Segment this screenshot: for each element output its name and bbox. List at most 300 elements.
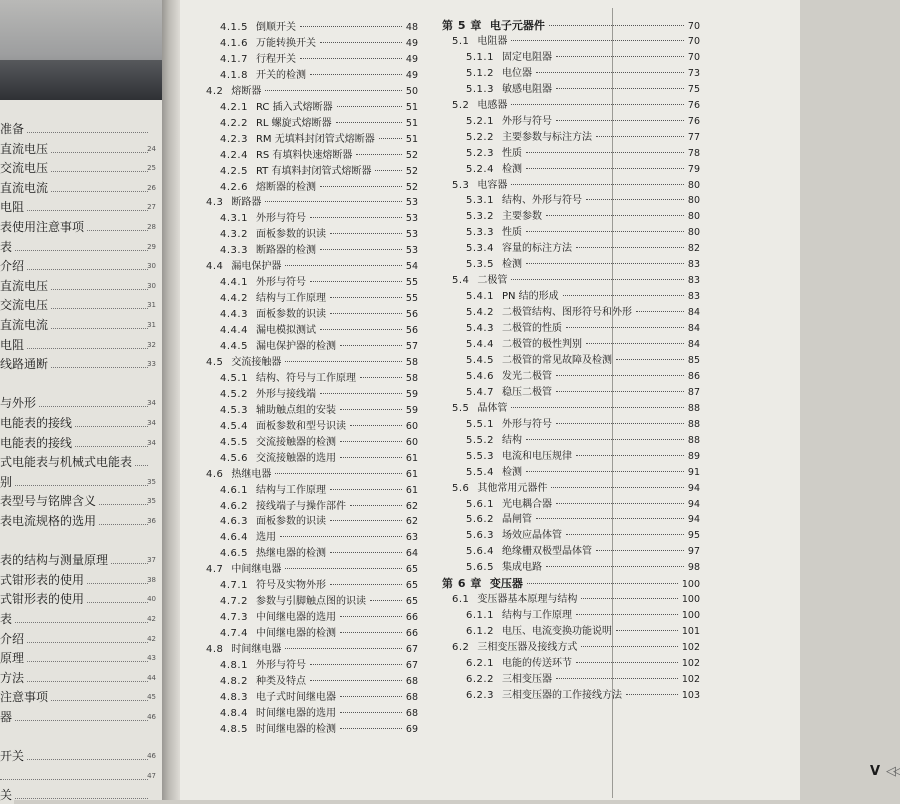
left-toc-title: 原理 (0, 651, 25, 666)
toc-entry-title: 交流接触器 (231, 356, 282, 368)
left-toc-title: 表的结构与测量原理 (0, 553, 109, 568)
toc-entry[interactable] (220, 435, 418, 451)
toc-entry-page: 56 (405, 325, 418, 337)
toc-entry-title: 选用 (255, 532, 276, 544)
toc-leader-dots (285, 265, 402, 266)
toc-entry[interactable] (466, 433, 700, 449)
toc-entry[interactable] (220, 36, 418, 52)
toc-entry-number: 6.2.1 (466, 658, 494, 669)
toc-entry-title: 性质 (501, 147, 522, 159)
toc-entry-page: 60 (405, 436, 418, 448)
toc-entry[interactable] (466, 257, 700, 273)
toc-entry-title: 电子式时间继电器 (255, 691, 336, 703)
toc-entry-page: 51 (405, 101, 418, 113)
toc-entry-number: 4.5.1 (220, 372, 248, 384)
toc-entry[interactable] (220, 132, 418, 148)
toc-leader-dots (310, 217, 402, 218)
toc-entry-page: 66 (405, 628, 418, 640)
toc-entry[interactable] (206, 355, 418, 371)
toc-leader-dots (280, 536, 402, 537)
left-toc-page: 44 (147, 673, 156, 682)
toc-entry[interactable] (466, 353, 700, 369)
toc-entry[interactable] (466, 449, 700, 465)
left-toc-page: 37 (147, 556, 156, 565)
toc-entry-number: 4.3.1 (220, 213, 248, 225)
left-toc-title: 电能表的接线 (0, 435, 73, 450)
toc-entry-page: 84 (687, 339, 700, 350)
toc-entry-page: 58 (405, 356, 418, 368)
left-toc-row (0, 512, 160, 530)
toc-leader-dots (320, 186, 402, 187)
toc-entry[interactable] (206, 562, 418, 578)
toc-leader-dots (526, 168, 684, 169)
toc-entry-title: 万能转换开关 (255, 37, 316, 49)
toc-entry-page: 83 (687, 291, 700, 303)
toc-entry-number: 4.7.4 (220, 628, 248, 640)
toc-entry-title: 漏电模拟测试 (255, 325, 316, 337)
toc-entry-page: 50 (405, 85, 418, 97)
toc-leader-dots (576, 247, 684, 248)
toc-entry-number: 4.6.1 (220, 484, 248, 496)
toc-entry-title: 三相变压器的工作接线方法 (501, 689, 622, 701)
toc-entry-title: 其他常用元器件 (477, 482, 548, 494)
toc-entry-number: 5.5.1 (466, 418, 494, 430)
left-toc-page: 29 (147, 242, 156, 251)
toc-entry-title: 电阻器 (477, 35, 508, 47)
toc-entry-number: 4.8 (206, 644, 224, 656)
left-toc-row (0, 786, 160, 804)
toc-entry-number: 4.5 (206, 356, 224, 368)
toc-entry[interactable] (220, 307, 418, 323)
toc-entry-number: 4.8.5 (220, 723, 248, 735)
left-toc-page: 40 (147, 595, 156, 604)
toc-leader-dots (616, 359, 684, 360)
toc-entry-number: 5.5.4 (466, 466, 494, 478)
toc-entry-number: 4.8.4 (220, 707, 248, 719)
toc-entry-title: RS 有填料快速熔断器 (255, 149, 353, 161)
toc-entry[interactable] (220, 530, 418, 546)
left-toc-row (0, 316, 160, 334)
toc-entry-title: 热继电器的检测 (255, 548, 326, 560)
toc-entry-page: 91 (687, 466, 700, 478)
toc-entry[interactable] (466, 130, 700, 146)
toc-leader-dots (356, 154, 401, 155)
left-toc-title: 直流电压 (0, 141, 49, 156)
left-toc-page: 38 (147, 575, 156, 584)
toc-entry[interactable] (220, 674, 418, 690)
toc-leader-dots (340, 696, 402, 697)
toc-entry-title: 漏电保护器 (231, 261, 282, 273)
toc-leader-dots (285, 648, 402, 649)
toc-entry-page: 100 (681, 579, 700, 591)
left-toc-row (0, 590, 160, 608)
toc-chapter-entry[interactable] (442, 576, 700, 592)
left-toc-title: 式钳形表的使用 (0, 572, 85, 587)
toc-entry[interactable] (220, 578, 418, 594)
left-toc-title: 线路通断 (0, 357, 49, 372)
toc-entry-page: 73 (687, 67, 700, 79)
page-folio: V (870, 764, 881, 779)
toc-entry-page: 75 (687, 83, 700, 95)
toc-leader-dots (563, 295, 684, 296)
left-toc-page: 34 (147, 399, 156, 408)
toc-entry-title: 电容器 (477, 179, 508, 191)
toc-entry-title: 外形与符号 (501, 418, 552, 430)
toc-entry[interactable] (452, 273, 700, 289)
toc-entry[interactable] (220, 690, 418, 706)
toc-leader-dots (320, 329, 402, 330)
toc-entry-title: 光电耦合器 (501, 498, 552, 510)
toc-entry[interactable] (220, 451, 418, 467)
toc-entry-title: 变压器基本原理与结构 (477, 594, 578, 606)
toc-entry-number: 4.7 (206, 564, 224, 576)
toc-leader-dots (576, 662, 678, 663)
toc-entry[interactable] (466, 465, 700, 481)
left-toc-title: 交流电压 (0, 161, 49, 176)
toc-entry[interactable] (452, 178, 700, 194)
toc-entry-number: 5.1.3 (466, 83, 494, 95)
toc-entry[interactable] (206, 195, 418, 211)
left-toc-row (0, 669, 160, 687)
left-toc-title: 介绍 (0, 259, 25, 274)
toc-entry-number: 4.8.1 (220, 660, 248, 671)
toc-entry[interactable] (466, 369, 700, 385)
toc-entry-page: 87 (687, 386, 700, 398)
toc-entry-title: 稳压二极管 (501, 386, 552, 398)
toc-entry-number: 5.4.2 (466, 307, 494, 319)
toc-leader-dots (511, 184, 684, 185)
toc-entry[interactable] (220, 403, 418, 419)
toc-entry-number: 4.2.5 (220, 165, 248, 177)
toc-entry[interactable] (452, 98, 700, 114)
toc-leader-dots (596, 550, 684, 551)
left-toc-row (0, 453, 160, 471)
toc-entry-page: 97 (687, 546, 700, 558)
toc-entry[interactable] (220, 419, 418, 435)
toc-entry[interactable] (220, 387, 418, 403)
toc-entry[interactable] (466, 497, 700, 513)
toc-entry-page: 76 (687, 115, 700, 127)
toc-entry[interactable] (206, 642, 418, 658)
toc-entry[interactable] (220, 610, 418, 626)
left-toc-page: 43 (147, 654, 156, 663)
toc-entry[interactable] (220, 52, 418, 68)
toc-entry-page: 55 (405, 293, 418, 305)
toc-entry-title: 结构与工作原理 (501, 610, 572, 622)
toc-entry-number: 5.3.4 (466, 243, 494, 255)
toc-leader-dots (375, 170, 401, 171)
toc-leader-dots (340, 728, 402, 729)
toc-entry[interactable] (466, 193, 700, 209)
toc-entry[interactable] (220, 546, 418, 562)
toc-entry-number: 4.5.3 (220, 404, 248, 416)
toc-entry[interactable] (466, 225, 700, 241)
toc-leader-dots (546, 215, 684, 216)
left-toc-row (0, 532, 160, 550)
toc-entry-title: 结构与工作原理 (255, 293, 326, 305)
toc-leader-dots (320, 42, 402, 43)
left-toc-page: 34 (147, 419, 156, 427)
toc-entry-page: 88 (687, 418, 700, 430)
toc-entry-page: 70 (687, 35, 700, 47)
toc-entry-title: 结构、符号与工作原理 (255, 372, 356, 384)
toc-entry[interactable] (220, 626, 418, 642)
toc-entry-page: 89 (687, 450, 700, 462)
toc-entry-number: 4.5.4 (220, 420, 248, 432)
toc-entry-title: 敏感电阻器 (501, 83, 552, 95)
toc-entry[interactable] (466, 624, 700, 640)
toc-leader-dots (586, 199, 684, 200)
toc-entry-number: 5.1.2 (466, 67, 494, 79)
toc-entry[interactable] (452, 592, 700, 608)
toc-entry[interactable] (220, 243, 418, 259)
toc-entry[interactable] (466, 656, 700, 672)
toc-entry[interactable] (466, 82, 700, 98)
toc-entry[interactable] (220, 180, 418, 196)
left-toc-title: 直流电流 (0, 318, 49, 332)
toc-entry-page: 57 (405, 341, 418, 352)
toc-entry[interactable] (220, 594, 418, 610)
toc-entry[interactable] (452, 481, 700, 497)
toc-entry[interactable] (220, 371, 418, 387)
toc-entry-title: 交流接触器的选用 (255, 452, 336, 464)
toc-leader-dots (265, 201, 402, 202)
toc-entry[interactable] (466, 560, 700, 576)
toc-entry-number: 4.5.5 (220, 436, 248, 448)
left-toc-page: 27 (147, 203, 156, 212)
left-toc-row (0, 630, 160, 648)
toc-entry-title: 电能的传送环节 (501, 658, 572, 669)
toc-entry[interactable] (220, 227, 418, 243)
toc-entry-number: 4.4.5 (220, 341, 248, 352)
toc-leader-dots (340, 441, 402, 442)
left-toc-row (0, 238, 160, 256)
toc-entry[interactable] (220, 323, 418, 339)
toc-entry[interactable] (220, 339, 418, 355)
left-toc-page: 31 (147, 321, 156, 329)
toc-entry-page: 76 (687, 99, 700, 111)
toc-entry-page: 49 (405, 53, 418, 65)
toc-entry-number: 4.4 (206, 261, 224, 273)
toc-entry-title: 主要参数与标注方法 (501, 131, 592, 143)
left-toc-title: 表使用注意事项 (0, 220, 85, 234)
toc-leader-dots (581, 598, 677, 599)
toc-entry[interactable] (466, 66, 700, 82)
toc-entry-title: 晶体管 (477, 402, 508, 414)
toc-leader-dots (330, 584, 402, 585)
left-toc-title: 交流电压 (0, 298, 49, 313)
left-toc-title: 准备 (0, 122, 25, 136)
left-toc-row (0, 336, 160, 354)
toc-leader-dots (340, 345, 402, 346)
toc-entry-page: 58 (405, 372, 418, 384)
toc-entry-number: 4.1.6 (220, 37, 248, 49)
toc-entry[interactable] (466, 241, 700, 257)
toc-entry[interactable] (466, 337, 700, 353)
toc-entry-page: 84 (687, 323, 700, 335)
toc-entry-title: 中间继电器 (231, 564, 282, 576)
toc-entry-title: PN 结的形成 (501, 291, 559, 303)
toc-entry-title: 接线端子与操作部件 (255, 500, 346, 512)
toc-entry[interactable] (220, 722, 418, 738)
toc-entry-title: 种类及特点 (255, 675, 306, 687)
toc-entry-title: 外形与符号 (255, 660, 306, 671)
toc-leader-dots (337, 106, 402, 107)
left-toc-page: 35 (147, 477, 156, 486)
left-toc-page: 32 (147, 340, 156, 349)
toc-entry[interactable] (220, 116, 418, 132)
toc-entry-page: 66 (405, 612, 418, 624)
toc-entry-page: 103 (681, 689, 700, 701)
toc-entry-page: 86 (687, 370, 700, 382)
toc-entry[interactable] (220, 100, 418, 116)
toc-entry[interactable] (466, 544, 700, 560)
toc-entry-number: 5.5.2 (466, 434, 494, 446)
toc-entry[interactable] (466, 114, 700, 130)
toc-entry[interactable] (220, 211, 418, 227)
toc-leader-dots (556, 423, 684, 424)
left-toc-page: 46 (147, 713, 156, 721)
toc-entry-title: 三相变压器及接线方式 (477, 642, 578, 654)
toc-entry[interactable] (220, 483, 418, 499)
toc-entry[interactable] (452, 640, 700, 656)
toc-entry-title: 符号及实物外形 (255, 580, 326, 592)
toc-entry-title: 交流接触器的检测 (255, 436, 336, 448)
toc-entry-page: 59 (405, 404, 418, 416)
toc-entry-title: 二极管的性质 (501, 323, 562, 335)
toc-entry-number: 5.6.2 (466, 514, 494, 526)
toc-entry-title: 外形与接线端 (255, 388, 316, 400)
toc-leader-dots (310, 281, 402, 282)
toc-entry-title: 二极管的极性判别 (501, 339, 582, 350)
toc-entry[interactable] (466, 305, 700, 321)
toc-leader-dots (511, 407, 684, 408)
toc-entry-page: 83 (687, 259, 700, 271)
toc-entry[interactable] (220, 148, 418, 164)
toc-entry[interactable] (466, 50, 700, 66)
toc-entry[interactable] (466, 209, 700, 225)
toc-entry-number: 4.2.1 (220, 101, 248, 113)
toc-entry[interactable] (220, 706, 418, 722)
toc-entry-number: 6.2 (452, 642, 470, 654)
toc-entry[interactable] (206, 467, 418, 483)
toc-leader-dots (265, 90, 402, 91)
toc-entry-number: 5.4.1 (466, 291, 494, 303)
toc-entry-title: 结构与工作原理 (255, 484, 326, 496)
toc-entry-title: 场效应晶体管 (501, 530, 562, 542)
left-toc-page: 45 (147, 693, 156, 702)
left-toc-title: 直流电压 (0, 278, 49, 293)
toc-entry-number: 4.4.2 (220, 293, 248, 305)
toc-entry[interactable] (220, 275, 418, 291)
left-toc-row (0, 688, 160, 706)
toc-entry-number: 4.8.2 (220, 675, 248, 687)
toc-leader-dots (340, 457, 402, 458)
toc-leader-dots (350, 425, 402, 426)
toc-leader-dots (556, 56, 684, 57)
left-toc-row (0, 551, 160, 569)
toc-entry[interactable] (452, 34, 700, 50)
toc-entry-number: 4.3.3 (220, 245, 248, 257)
left-toc-row (0, 179, 160, 197)
toc-chapter-entry[interactable] (442, 18, 700, 34)
toc-entry[interactable] (466, 512, 700, 528)
toc-entry[interactable] (466, 289, 700, 305)
toc-entry-number: 6.1.1 (466, 610, 494, 622)
toc-leader-dots (330, 297, 402, 298)
toc-entry[interactable] (466, 146, 700, 162)
toc-entry[interactable] (466, 321, 700, 337)
left-toc-row (0, 728, 160, 746)
toc-entry-number: 4.1.8 (220, 69, 248, 81)
left-toc-row (0, 492, 160, 510)
toc-entry-title: 面板参数的识读 (255, 309, 326, 321)
toc-entry[interactable] (220, 20, 418, 36)
toc-entry[interactable] (206, 84, 418, 100)
toc-entry-page: 98 (687, 562, 700, 574)
toc-entry-number: 4.2.4 (220, 149, 248, 161)
toc-entry-page: 95 (687, 530, 700, 542)
toc-entry[interactable] (466, 608, 700, 624)
toc-entry-title: 外形与符号 (501, 115, 552, 127)
toc-entry-page: 61 (405, 484, 418, 496)
toc-leader-dots (556, 120, 684, 121)
left-toc-row (0, 610, 160, 628)
left-toc-title: 方法 (0, 670, 25, 685)
toc-entry-number: 5.2 (452, 99, 470, 111)
toc-entry[interactable] (220, 658, 418, 674)
toc-entry[interactable] (466, 672, 700, 688)
left-toc-row (0, 257, 160, 275)
toc-entry[interactable] (220, 514, 418, 530)
toc-entry[interactable] (452, 401, 700, 417)
toc-entry-number: 5.6.5 (466, 562, 494, 574)
toc-leader-dots (581, 646, 677, 647)
toc-entry-title: 发光二极管 (501, 370, 552, 382)
toc-entry-page: 53 (405, 229, 418, 241)
toc-entry[interactable] (466, 162, 700, 178)
toc-entry[interactable] (466, 417, 700, 433)
toc-leader-dots (536, 72, 684, 73)
toc-entry-number: 5.2.4 (466, 163, 494, 175)
left-toc-row (0, 218, 160, 236)
toc-entry[interactable] (466, 688, 700, 704)
toc-entry-number: 第 5 章 (442, 19, 482, 32)
toc-leader-dots (330, 520, 402, 521)
left-toc-title: 注意事项 (0, 690, 49, 705)
toc-leader-dots (340, 712, 402, 713)
toc-entry[interactable] (466, 385, 700, 401)
left-toc-page: 24 (147, 144, 156, 153)
toc-leader-dots (511, 104, 684, 105)
toc-entry-page: 68 (405, 707, 418, 719)
toc-leader-dots (556, 678, 678, 679)
left-toc-title: 电阻 (0, 337, 25, 352)
toc-entry-number: 6.1.2 (466, 626, 494, 638)
toc-entry-number: 4.2.6 (220, 181, 248, 193)
toc-entry[interactable] (206, 259, 418, 275)
toc-entry-number: 4.6.4 (220, 532, 248, 544)
toc-entry[interactable] (220, 291, 418, 307)
toc-entry-page: 94 (687, 482, 700, 494)
toc-leader-dots (330, 233, 402, 234)
toc-entry[interactable] (466, 528, 700, 544)
toc-entry[interactable] (220, 68, 418, 84)
toc-entry[interactable] (220, 499, 418, 515)
toc-entry-page: 55 (405, 277, 418, 289)
toc-entry[interactable] (220, 164, 418, 180)
toc-entry-title: 电压、电流变换功能说明 (501, 626, 612, 638)
